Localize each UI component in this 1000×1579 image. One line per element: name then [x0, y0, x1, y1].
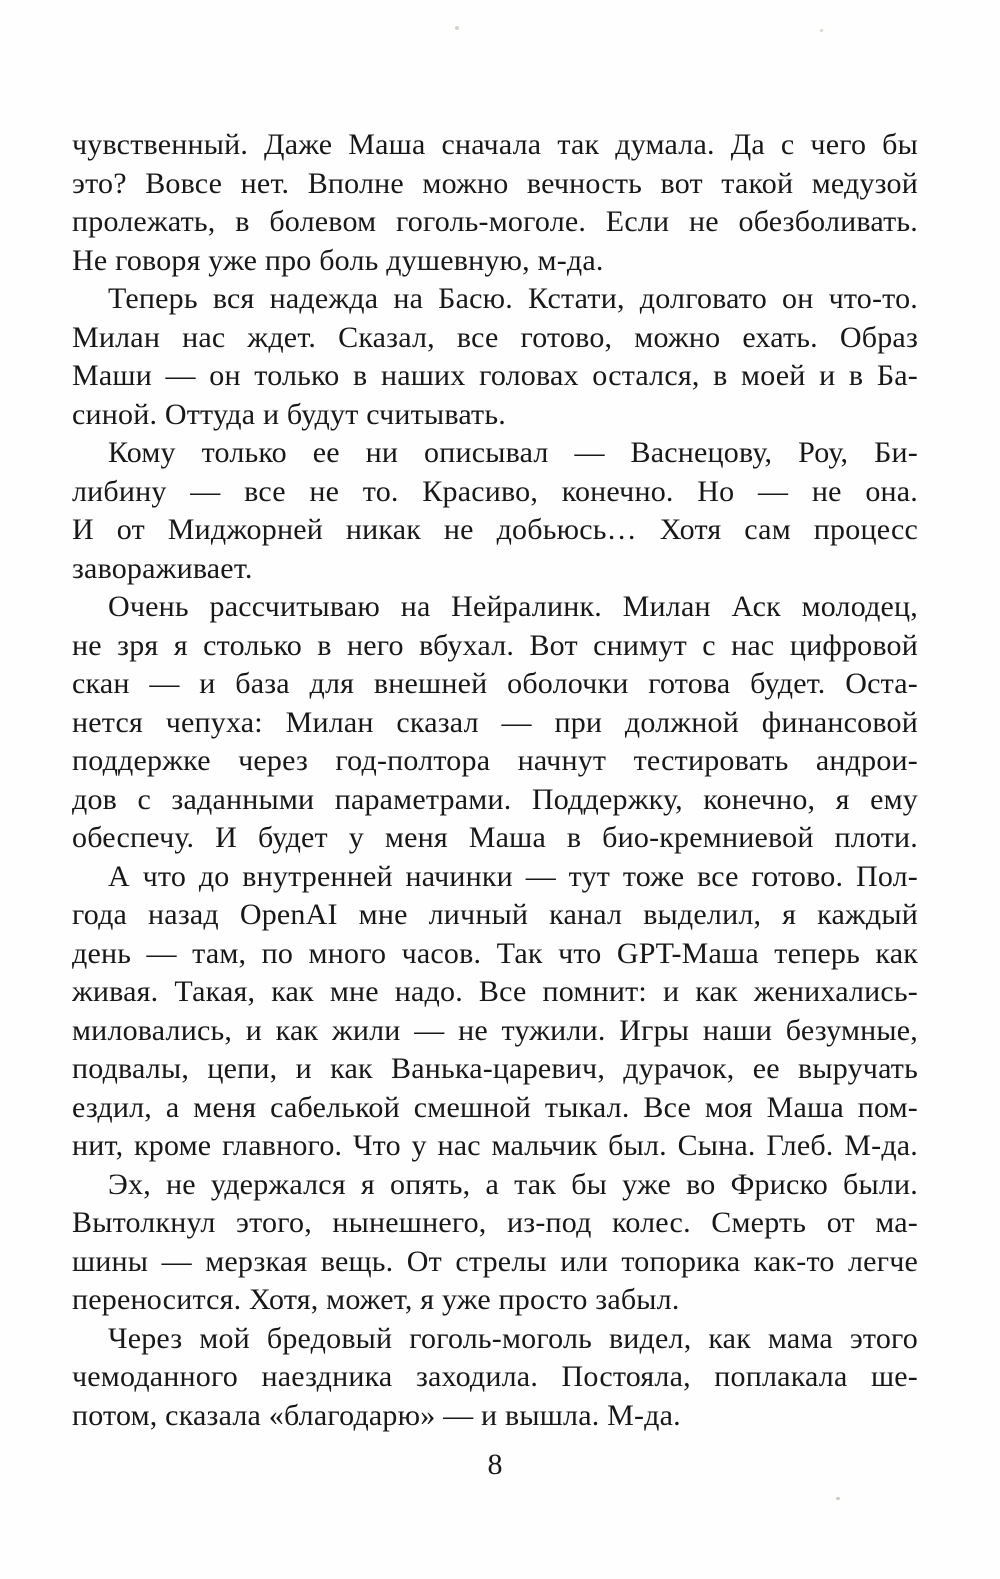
scan-speck — [836, 1497, 840, 1500]
text-line: нит, кроме главного. Что у нас мальчик был. Сына. Глеб. М-да. — [72, 1129, 918, 1162]
text-line: Милан нас ждет. Сказал, все готово, можно ехать. Образ — [72, 320, 918, 354]
page-number: 8 — [487, 1448, 503, 1481]
text-line: Маши — он только в наших головах остался, в моей и в Ба- — [72, 359, 918, 392]
text-line: пролежать, в болевом гоголь-моголе. Если не обезболивать. — [72, 205, 918, 238]
text-line: чувственный. Даже Маша сначала так думала. Да с чего бы — [72, 128, 918, 161]
scan-speck — [455, 26, 459, 30]
text-line: Эх, не удержался я опять, а так бы уже во Фриско были. — [108, 1167, 918, 1201]
text-line: не зря я столько в него вбухал. Вот снимут с нас цифровой — [72, 628, 918, 662]
text-line: день — там, по много часов. Так что GPT-Маша теперь как — [72, 936, 918, 970]
text-line: Очень рассчитываю на Нейралинк. Милан Аск молодец, — [108, 590, 918, 623]
text-line: синой. Оттуда и будут считывать. — [72, 397, 506, 431]
text-line: ездил, а меня сабелькой смешной тыкал. Все моя Маша пом- — [72, 1090, 918, 1124]
text-line: переносится. Хотя, может, я уже просто забыл. — [72, 1283, 680, 1316]
text-line: нется чепуха: Милан сказал — при должной финансовой — [72, 705, 918, 739]
text-line: А что до внутренней начинки — тут тоже все готово. Пол- — [108, 859, 918, 893]
text-line: потом, сказала «благодарю» — и вышла. М-да. — [72, 1398, 681, 1432]
scan-speck — [820, 29, 823, 32]
text-line: подвалы, цепи, и как Ванька-царевич, дурачок, ее выручать — [72, 1052, 918, 1085]
text-line: обеспечу. И будет у меня Маша в био-кремниевой плоти. — [72, 821, 918, 854]
text-line: Теперь вся надежда на Басю. Кстати, долговато он что-то. — [108, 282, 918, 315]
text-line: поддержке через год-полтора начнут тестировать андрои- — [72, 744, 918, 777]
text-line: Вытолкнул этого, нынешнего, из-под колес. Смерть от ма- — [72, 1206, 918, 1239]
text-line: Кому только ее ни описывал — Васнецову, Роу, Би- — [108, 436, 918, 469]
text-line: либину — все не то. Красиво, конечно. Но — не она. — [72, 474, 918, 508]
text-line: Не говоря уже про боль душевную, м-да. — [72, 243, 604, 277]
text-line: скан — и база для внешней оболочки готова будет. Оста- — [72, 667, 918, 700]
text-line: года назад OpenAI мне личный канал выделил, я каждый — [72, 898, 918, 931]
text-line: чемоданного наездника заходила. Постояла, поплакала ше- — [72, 1360, 918, 1393]
page-text-block — [72, 126, 918, 1435]
text-line: шины — мерзкая вещь. От стрелы или топорика как-то легче — [72, 1244, 918, 1278]
text-line: это? Вовсе нет. Вполне можно вечность вот такой медузой — [72, 166, 918, 200]
text-line: миловались, и как жили — не тужили. Игры наши безумные, — [72, 1013, 918, 1047]
text-line: дов с заданными параметрами. Поддержку, конечно, я ему — [72, 782, 918, 816]
text-line: живая. Такая, как мне надо. Все помнит: и как женихались- — [72, 975, 918, 1008]
text-line: Через мой бредовый гоголь-моголь видел, как мама этого — [108, 1321, 918, 1355]
text-line: И от Миджорней никак не добьюсь… Хотя сам процесс — [72, 513, 918, 546]
text-line: завораживает. — [72, 551, 253, 585]
